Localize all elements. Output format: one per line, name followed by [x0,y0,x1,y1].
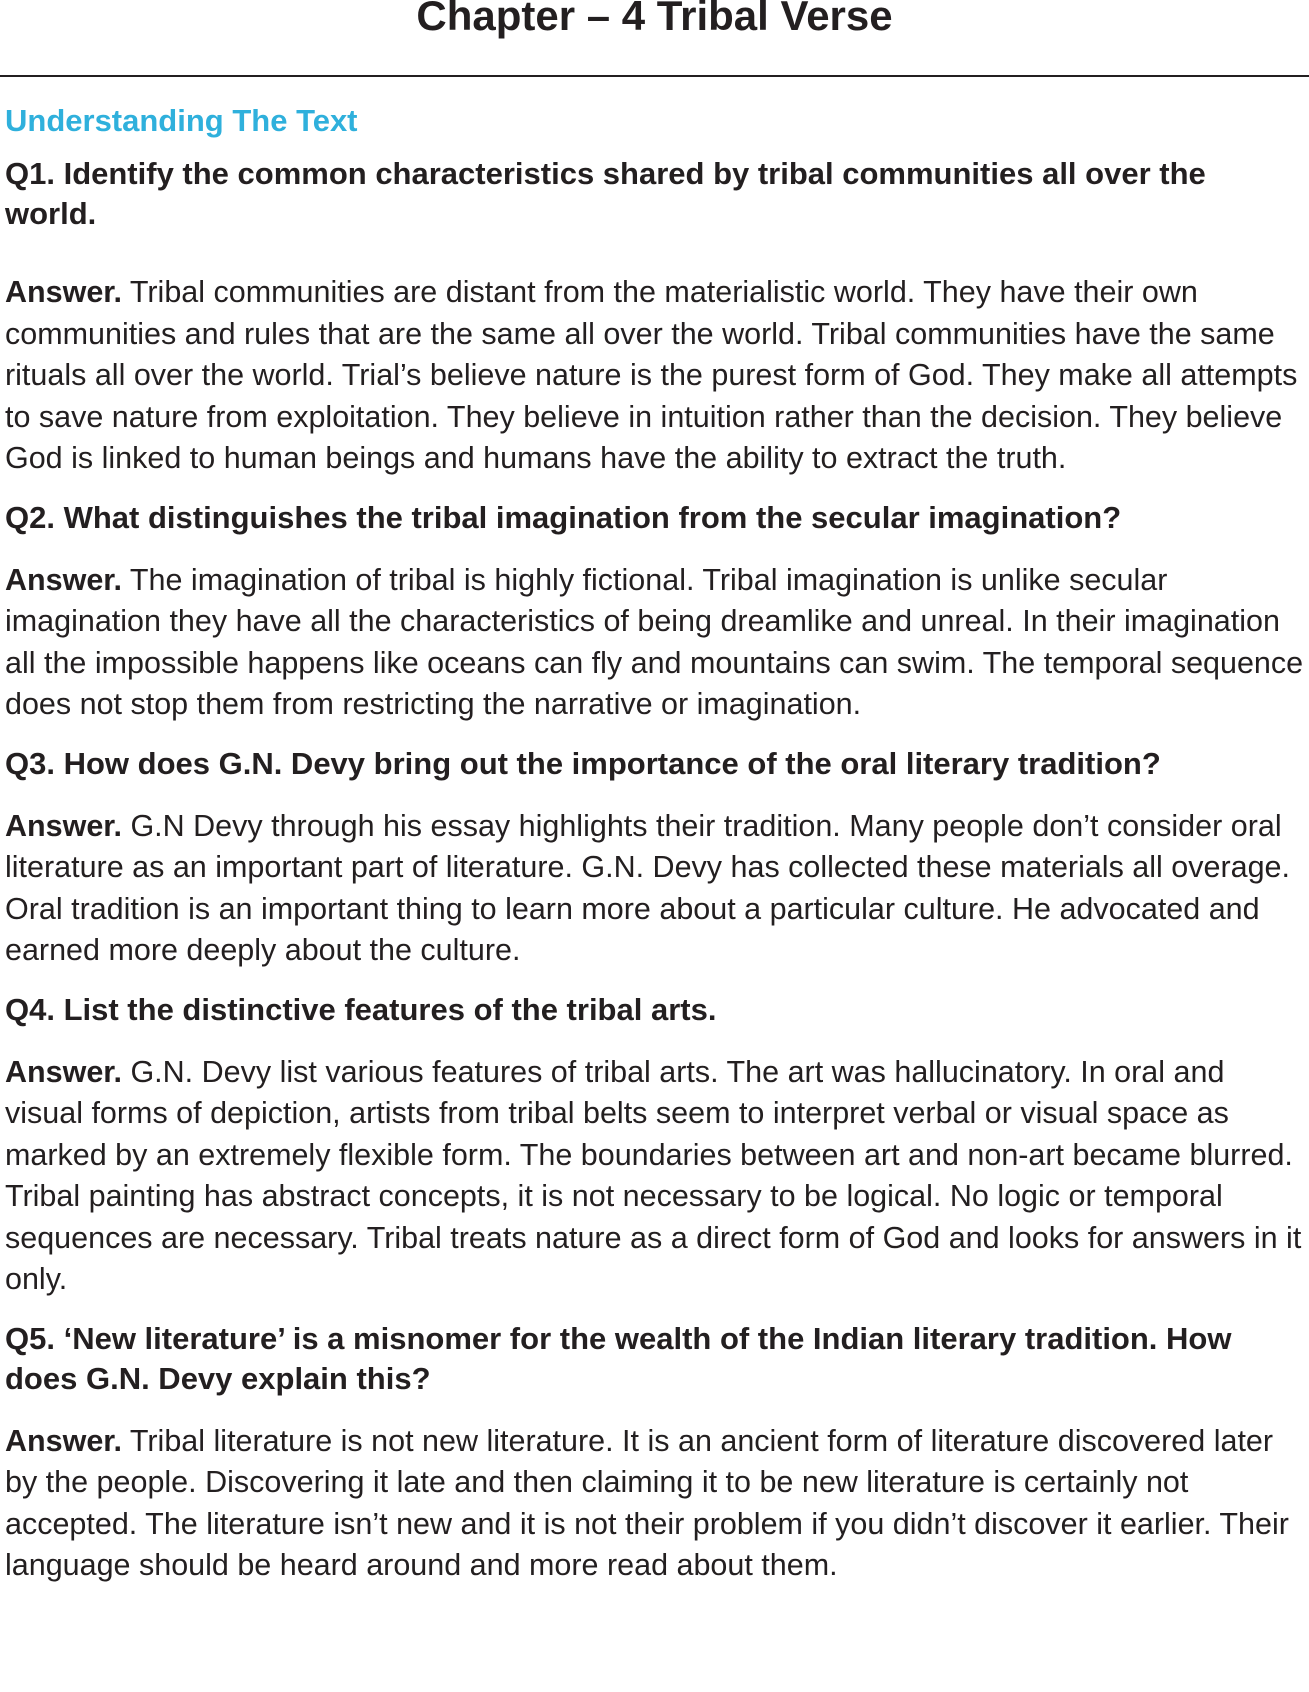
qa-block-5 [5,1319,1305,1587]
qa-block-2 [5,498,1305,726]
answer-label: Answer. [5,808,122,843]
answer-label: Answer. [5,562,122,597]
answer-text: G.N. Devy list various features of tribal arts. The art was hallucinatory. In oral and visual forms of depiction, artists from tribal belts seem to interpret verbal or visual space as marked by an extremely flexible form. The boundaries between art and non-art became blurred. Tribal painting has abstract concepts, it is not necessary to be logical. No logic or temporal sequences are necessary. Tribal treats nature as a direct form of God and looks for answers in it only. [5,1054,1302,1296]
answer-label: Answer. [5,275,122,309]
answer-2 [5,560,1305,726]
answer-4 [5,1052,1305,1301]
answer-text: Tribal literature is not new literature. It is an ancient form of literature discovered later by the people. Discovering it late and then claiming it to be new literature is certainly not accepted. The literature isn’t new and it is not their problem if you didn’t discover it earlier. Their language should be heard around and more read about them. [5,1423,1289,1582]
answer-text: Tribal communities are distant from the materialistic world. They have their own communities and rules that are the same all over the world. Tribal communities have the same rituals all over the world. Trial’s believe nature is the purest form of God. They make all attempts to save nature from exploitation. They believe in intuition rather than the decision. They believe God is linked to human beings and humans have the ability to extract the truth. [5,275,1298,475]
answer-label: Answer. [5,1423,122,1458]
question-2: Q2. What distinguishes the tribal imagination from the secular imagination? [5,499,1122,535]
answer-3 [5,806,1305,972]
answer-text: The imagination of tribal is highly fictional. Tribal imagination is unlike secular imagination they have all the characteristics of being dreamlike and unreal. In their imagination all the impossible happens like oceans can fly and mountains can swim. The temporal sequence does not stop them from restricting the narrative or imagination. [5,562,1304,721]
qa-block-4 [5,990,1305,1301]
answer-label: Answer. [5,1054,122,1089]
page-content [5,96,1305,1605]
answer-1 [5,272,1305,480]
answer-5 [5,1421,1305,1587]
qa-block-3 [5,744,1305,972]
answer-text: G.N Devy through his essay highlights their tradition. Many people don’t consider oral literature as an important part of literature. G.N. Devy has collected these materials all overage. Oral tradition is an important thing to learn more about a particular culture. He advocated and earned more deeply about the culture. [5,808,1290,967]
question-1: Q1. Identify the common characteristics shared by tribal communities all over the world. [5,156,1206,231]
question-5: Q5. ‘New literature’ is a misnomer for the wealth of the Indian literary tradition. How does G.N. Devy explain this? [5,1320,1232,1396]
question-3: Q3. How does G.N. Devy bring out the importance of the oral literary tradition? [5,745,1161,781]
chapter-title: Chapter – 4 Tribal Verse [416,0,893,39]
title-divider [0,75,1309,77]
section-heading: Understanding The Text [5,103,358,138]
qa-block-1 [5,154,1305,480]
question-4: Q4. List the distinctive features of the tribal arts. [5,991,717,1027]
